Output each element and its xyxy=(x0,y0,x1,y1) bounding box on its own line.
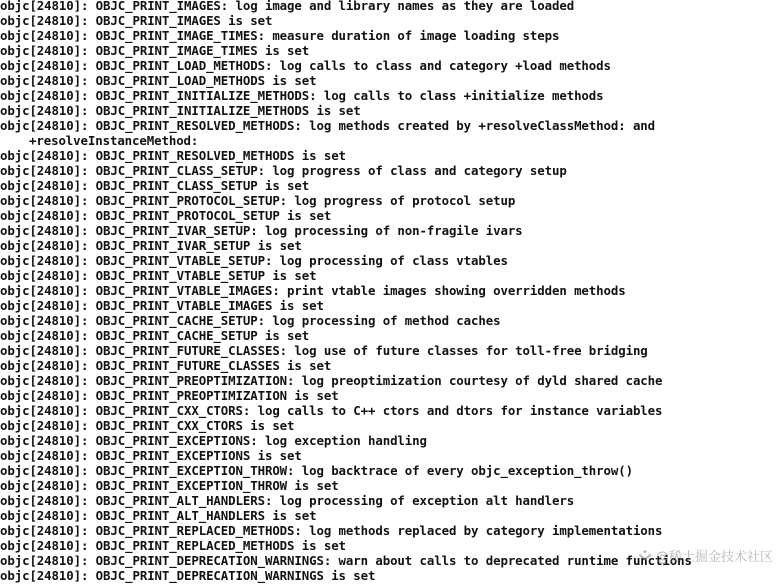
console-line: objc[24810]: OBJC_PRINT_VTABLE_SETUP: log processing of class vtables xyxy=(0,253,508,268)
console-line: objc[24810]: OBJC_PRINT_IVAR_SETUP: log processing of non-fragile ivars xyxy=(0,223,523,238)
console-line: objc[24810]: OBJC_PRINT_CXX_CTORS is set xyxy=(0,418,295,433)
watermark-text: @稀土掘金技术社区 xyxy=(655,550,773,565)
console-line: objc[24810]: OBJC_PRINT_EXCEPTIONS is set xyxy=(0,448,302,463)
console-line: objc[24810]: OBJC_PRINT_PREOPTIMIZATION is set xyxy=(0,388,339,403)
console-line: objc[24810]: OBJC_PRINT_EXCEPTION_THROW is set xyxy=(0,478,339,493)
console-line: objc[24810]: OBJC_PRINT_INITIALIZE_METHODS: log calls to class +initialize methods xyxy=(0,88,604,103)
console-line: objc[24810]: OBJC_PRINT_CACHE_SETUP is set xyxy=(0,328,310,343)
console-line: objc[24810]: OBJC_PRINT_IMAGE_TIMES is set xyxy=(0,43,310,58)
watermark xyxy=(638,546,773,565)
console-line: objc[24810]: OBJC_PRINT_RESOLVED_METHODS: log methods created by +resolveClassMethod: and xyxy=(0,118,656,133)
console-line: objc[24810]: OBJC_PRINT_EXCEPTIONS: log exception handling xyxy=(0,433,427,448)
console-line: objc[24810]: OBJC_PRINT_CACHE_SETUP: log processing of method caches xyxy=(0,313,501,328)
console-line: objc[24810]: OBJC_PRINT_VTABLE_SETUP is set xyxy=(0,268,317,283)
console-line: objc[24810]: OBJC_PRINT_CLASS_SETUP: log progress of class and category setup xyxy=(0,163,567,178)
console-line: objc[24810]: OBJC_PRINT_IMAGES is set xyxy=(0,13,273,28)
console-line: objc[24810]: OBJC_PRINT_DEPRECATION_WARNINGS: warn about calls to deprecated runtime functions xyxy=(0,553,692,568)
console-line: objc[24810]: OBJC_PRINT_EXCEPTION_THROW: log backtrace of every objc_exception_throw() xyxy=(0,463,633,478)
console-line: objc[24810]: OBJC_PRINT_REPLACED_METHODS is set xyxy=(0,538,346,553)
console-line: objc[24810]: OBJC_PRINT_PROTOCOL_SETUP is set xyxy=(0,208,332,223)
console-line: objc[24810]: OBJC_PRINT_IVAR_SETUP is set xyxy=(0,238,302,253)
console-line: objc[24810]: OBJC_PRINT_PROTOCOL_SETUP: log progress of protocol setup xyxy=(0,193,516,208)
console-line: objc[24810]: OBJC_PRINT_CLASS_SETUP is set xyxy=(0,178,310,193)
console-line: objc[24810]: OBJC_PRINT_CXX_CTORS: log calls to C++ ctors and dtors for instance variables xyxy=(0,403,663,418)
console-line: objc[24810]: OBJC_PRINT_LOAD_METHODS: log calls to class and category +load methods xyxy=(0,58,611,73)
console-line: objc[24810]: OBJC_PRINT_PREOPTIMIZATION: log preoptimization courtesy of dyld shared cache xyxy=(0,373,663,388)
console-line: objc[24810]: OBJC_PRINT_RESOLVED_METHODS is set xyxy=(0,148,346,163)
console-line: objc[24810]: OBJC_PRINT_IMAGE_TIMES: measure duration of image loading steps xyxy=(0,28,560,43)
console-line: objc[24810]: OBJC_PRINT_FUTURE_CLASSES: log use of future classes for toll-free bridging xyxy=(0,343,648,358)
console-line: objc[24810]: OBJC_PRINT_FUTURE_CLASSES is set xyxy=(0,358,332,373)
console-line: objc[24810]: OBJC_PRINT_VTABLE_IMAGES is set xyxy=(0,298,324,313)
console-line: objc[24810]: OBJC_PRINT_LOAD_METHODS is set xyxy=(0,73,317,88)
juejin-logo-icon xyxy=(638,550,652,562)
console-line: objc[24810]: OBJC_PRINT_ALT_HANDLERS: log processing of exception alt handlers xyxy=(0,493,575,508)
console-line: objc[24810]: OBJC_PRINT_DEPRECATION_WARNINGS is set xyxy=(0,568,376,583)
console-line: objc[24810]: OBJC_PRINT_REPLACED_METHODS: log methods replaced by category implementations xyxy=(0,523,663,538)
console-line: objc[24810]: OBJC_PRINT_ALT_HANDLERS is set xyxy=(0,508,317,523)
console-line-continuation: +resolveInstanceMethod: xyxy=(29,133,199,148)
console-line: objc[24810]: OBJC_PRINT_VTABLE_IMAGES: print vtable images showing overridden methods xyxy=(0,283,626,298)
console-line: objc[24810]: OBJC_PRINT_IMAGES: log image and library names as they are loaded xyxy=(0,0,575,13)
console-line: objc[24810]: OBJC_PRINT_INITIALIZE_METHODS is set xyxy=(0,103,361,118)
